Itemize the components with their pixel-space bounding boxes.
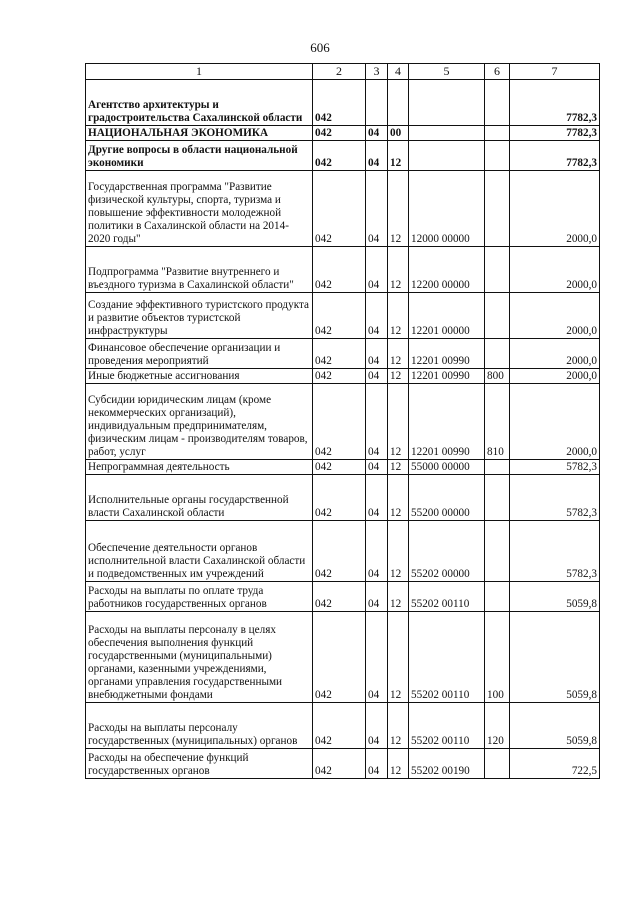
cell-c4 — [388, 80, 409, 126]
table-row — [86, 749, 600, 779]
cell-c4: 12 — [388, 141, 409, 171]
cell-c6: 800 — [485, 369, 510, 384]
cell-c6 — [485, 247, 510, 293]
cell-c6 — [485, 460, 510, 475]
cell-c4: 12 — [388, 460, 409, 475]
cell-c7: 5059,8 — [510, 582, 600, 612]
table-row — [86, 612, 600, 703]
table-row — [86, 80, 600, 126]
cell-c2: 042 — [313, 384, 366, 460]
cell-c6 — [485, 293, 510, 339]
table-row — [86, 475, 600, 521]
cell-c4: 12 — [388, 384, 409, 460]
column-header: 1 — [86, 64, 313, 80]
table-row — [86, 521, 600, 582]
cell-c7: 7782,3 — [510, 141, 600, 171]
column-header: 4 — [388, 64, 409, 80]
cell-c6 — [485, 582, 510, 612]
cell-c6: 810 — [485, 384, 510, 460]
cell-c6: 100 — [485, 612, 510, 703]
cell-c4: 12 — [388, 339, 409, 369]
table-row — [86, 369, 600, 384]
cell-c5: 12201 00000 — [409, 293, 485, 339]
cell-c7: 2000,0 — [510, 247, 600, 293]
row-name-cell: Расходы на выплаты персоналу государственных (муниципальных) органов — [86, 703, 313, 749]
cell-c2: 042 — [313, 612, 366, 703]
cell-c4: 12 — [388, 582, 409, 612]
cell-c3: 04 — [366, 384, 388, 460]
cell-c3: 04 — [366, 171, 388, 247]
budget-table — [85, 63, 600, 779]
column-header: 3 — [366, 64, 388, 80]
cell-c3: 04 — [366, 475, 388, 521]
cell-c7: 5782,3 — [510, 460, 600, 475]
cell-c2: 042 — [313, 80, 366, 126]
cell-c5 — [409, 141, 485, 171]
cell-c4: 12 — [388, 171, 409, 247]
cell-c5: 55202 00110 — [409, 703, 485, 749]
cell-c5: 12201 00990 — [409, 339, 485, 369]
cell-c5: 55200 00000 — [409, 475, 485, 521]
cell-c5: 55202 00110 — [409, 582, 485, 612]
row-name-cell: Подпрограмма "Развитие внутреннего и въездного туризма в Сахалинской области" — [86, 247, 313, 293]
table-header-row — [86, 64, 600, 80]
table-row — [86, 171, 600, 247]
row-name-cell: Создание эффективного туристского продукта и развитие объектов туристской инфраструктуры — [86, 293, 313, 339]
cell-c5: 55202 00000 — [409, 521, 485, 582]
cell-c7: 5059,8 — [510, 703, 600, 749]
cell-c5: 12201 00990 — [409, 369, 485, 384]
cell-c2: 042 — [313, 460, 366, 475]
cell-c2: 042 — [313, 247, 366, 293]
cell-c7: 2000,0 — [510, 339, 600, 369]
row-name-cell: Государственная программа "Развитие физической культуры, спорта, туризма и повышение эффективности молодежной политики в Сахалинской области на 2014-2020 годы" — [86, 171, 313, 247]
row-name-cell: Агентство архитектуры и градостроительства Сахалинской области — [86, 80, 313, 126]
cell-c7: 5782,3 — [510, 475, 600, 521]
cell-c2: 042 — [313, 475, 366, 521]
cell-c3: 04 — [366, 293, 388, 339]
row-name-cell: Субсидии юридическим лицам (кроме некоммерческих организаций), индивидуальным предпринимателям, физическим лицам - производителям товаров, работ, услуг — [86, 384, 313, 460]
cell-c2: 042 — [313, 126, 366, 141]
page-number: 606 — [310, 40, 330, 55]
cell-c2: 042 — [313, 141, 366, 171]
column-header: 5 — [409, 64, 485, 80]
cell-c3: 04 — [366, 749, 388, 779]
table-row — [86, 703, 600, 749]
cell-c7: 2000,0 — [510, 293, 600, 339]
column-header: 7 — [510, 64, 600, 80]
cell-c4: 12 — [388, 749, 409, 779]
row-name-cell: Расходы на выплаты по оплате труда работников государственных органов — [86, 582, 313, 612]
cell-c5: 55202 00190 — [409, 749, 485, 779]
cell-c2: 042 — [313, 582, 366, 612]
cell-c6 — [485, 521, 510, 582]
cell-c3: 04 — [366, 141, 388, 171]
cell-c3: 04 — [366, 521, 388, 582]
cell-c6 — [485, 339, 510, 369]
cell-c4: 12 — [388, 521, 409, 582]
cell-c3: 04 — [366, 612, 388, 703]
cell-c4: 12 — [388, 703, 409, 749]
row-name-cell: Обеспечение деятельности органов исполнительной власти Сахалинской области и подведомственных им учреждений — [86, 521, 313, 582]
table-row — [86, 384, 600, 460]
row-name-cell: Исполнительные органы государственной власти Сахалинской области — [86, 475, 313, 521]
cell-c4: 12 — [388, 475, 409, 521]
table-row — [86, 339, 600, 369]
cell-c6 — [485, 80, 510, 126]
cell-c2: 042 — [313, 703, 366, 749]
cell-c7: 5059,8 — [510, 612, 600, 703]
table-row — [86, 460, 600, 475]
column-header: 6 — [485, 64, 510, 80]
table-row — [86, 293, 600, 339]
row-name-cell: Финансовое обеспечение организации и проведения мероприятий — [86, 339, 313, 369]
cell-c4: 12 — [388, 247, 409, 293]
cell-c7: 7782,3 — [510, 126, 600, 141]
cell-c5: 55000 00000 — [409, 460, 485, 475]
table-body — [86, 80, 600, 779]
column-header: 2 — [313, 64, 366, 80]
cell-c7: 722,5 — [510, 749, 600, 779]
cell-c3: 04 — [366, 126, 388, 141]
cell-c6 — [485, 749, 510, 779]
cell-c3: 04 — [366, 582, 388, 612]
cell-c7: 2000,0 — [510, 171, 600, 247]
row-name-cell: Непрограммная деятельность — [86, 460, 313, 475]
cell-c7: 2000,0 — [510, 369, 600, 384]
cell-c2: 042 — [313, 369, 366, 384]
table-row — [86, 141, 600, 171]
cell-c7: 7782,3 — [510, 80, 600, 126]
cell-c4: 12 — [388, 293, 409, 339]
cell-c6 — [485, 141, 510, 171]
cell-c6 — [485, 171, 510, 247]
cell-c4: 00 — [388, 126, 409, 141]
table-row — [86, 582, 600, 612]
cell-c5: 12000 00000 — [409, 171, 485, 247]
row-name-cell: Расходы на выплаты персоналу в целях обеспечения выполнения функций государственными (муниципальными) органами, казенными учреждениями, органами управления государственными внебюджетными фондами — [86, 612, 313, 703]
cell-c2: 042 — [313, 171, 366, 247]
cell-c3: 04 — [366, 460, 388, 475]
cell-c2: 042 — [313, 293, 366, 339]
cell-c6: 120 — [485, 703, 510, 749]
cell-c6 — [485, 126, 510, 141]
cell-c2: 042 — [313, 749, 366, 779]
cell-c5: 12201 00990 — [409, 384, 485, 460]
cell-c7: 2000,0 — [510, 384, 600, 460]
cell-c3: 04 — [366, 703, 388, 749]
row-name-cell: Другие вопросы в области национальной экономики — [86, 141, 313, 171]
row-name-cell: Иные бюджетные ассигнования — [86, 369, 313, 384]
cell-c3 — [366, 80, 388, 126]
cell-c3: 04 — [366, 247, 388, 293]
cell-c3: 04 — [366, 339, 388, 369]
table-row — [86, 126, 600, 141]
cell-c3: 04 — [366, 369, 388, 384]
cell-c5: 12200 00000 — [409, 247, 485, 293]
cell-c5 — [409, 80, 485, 126]
cell-c7: 5782,3 — [510, 521, 600, 582]
cell-c5 — [409, 126, 485, 141]
cell-c4: 12 — [388, 369, 409, 384]
cell-c2: 042 — [313, 521, 366, 582]
cell-c5: 55202 00110 — [409, 612, 485, 703]
table-row — [86, 247, 600, 293]
cell-c4: 12 — [388, 612, 409, 703]
cell-c6 — [485, 475, 510, 521]
cell-c2: 042 — [313, 339, 366, 369]
row-name-cell: Расходы на обеспечение функций государственных органов — [86, 749, 313, 779]
row-name-cell: НАЦИОНАЛЬНАЯ ЭКОНОМИКА — [86, 126, 313, 141]
